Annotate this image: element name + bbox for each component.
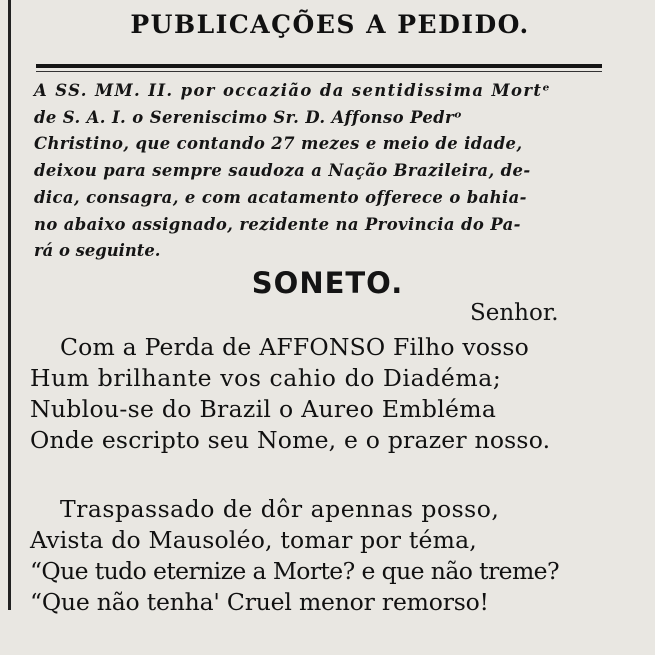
header-rule-thin <box>36 71 602 72</box>
poem-verse: Hum brilhante vos cahio do Diadéma; <box>30 364 502 392</box>
poem-verse: Traspassado de dôr apennas posso, <box>60 495 500 523</box>
poem-stanza-1 <box>30 332 620 456</box>
dedication-line: de S. A. I. o Sereniscimo Sr. D. Affonso Pedrᵒ <box>34 107 463 127</box>
dedication-line: no abaixo assignado, rezidente na Provincia do Pa- <box>34 214 521 234</box>
dedication-line: rá o seguinte. <box>34 241 161 261</box>
header-rule-thick <box>36 64 602 68</box>
poem-verse: Com a Perda de AFFONSO Filho vosso <box>60 333 530 361</box>
dedication-line: A SS. MM. II. por occazião da sentidissima Mortᵉ <box>34 81 552 100</box>
poem-verse: “Que não tenha' Cruel menor remorso! <box>30 588 489 616</box>
dedication-line: deixou para sempre saudoza a Nação Brazileira, de- <box>34 161 531 181</box>
dedication-line: Christino, que contando 27 mezes e meio de idade, <box>34 134 523 154</box>
poem-verse: Onde escripto seu Nome, e o prazer nosso. <box>30 426 551 454</box>
poem-verse: “Que tudo eternize a Morte? e que não treme? <box>30 557 559 585</box>
dedication-line: dica, consagra, e com acatamento offerece o bahia- <box>34 187 527 207</box>
column-divider <box>8 0 11 610</box>
poem-verse: Nublou-se do Brazil o Aureo Embléma <box>30 395 497 423</box>
section-header: PUBLICAÇÕES A PEDIDO. <box>130 10 530 39</box>
poem-salutation: Senhor. <box>470 300 559 326</box>
poem-verse: Avista do Mausoléo, tomar por téma, <box>30 526 477 554</box>
dedication-paragraph <box>34 78 606 265</box>
poem-stanza-2 <box>30 494 620 618</box>
poem-title: SONETO. <box>251 266 404 300</box>
